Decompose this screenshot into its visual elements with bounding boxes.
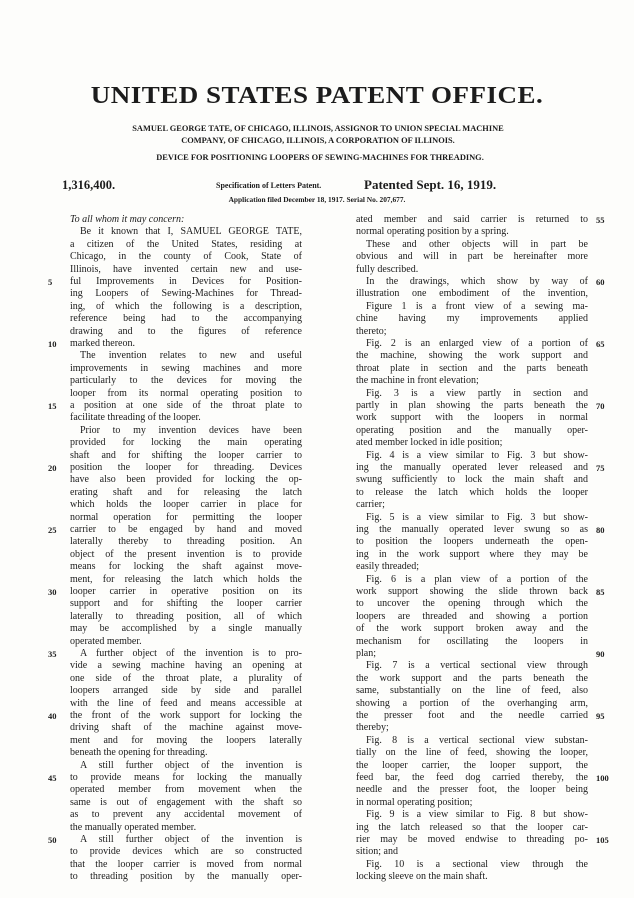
- text-line: of the work support broken away and the: [356, 623, 588, 635]
- line-number: 45: [48, 773, 57, 783]
- inventor-assignor-line: [48, 123, 588, 146]
- text-line: same, substantially on the line of feed, also: [356, 685, 588, 697]
- text-line: marked thereon.: [70, 338, 135, 349]
- text-line: locking sleeve on the main shaft.: [356, 871, 488, 883]
- line-number: 10: [48, 339, 57, 349]
- text-line: thereto;: [356, 325, 387, 337]
- text-line: to provide means for locking the manually: [70, 772, 302, 783]
- text-line: object of the present invention is to provide: [70, 548, 302, 560]
- text-line: ing the manually operated lever released and: [356, 462, 588, 473]
- text-line: laterally thereby to threading position. An: [70, 536, 302, 548]
- text-line: carrier;: [356, 499, 385, 511]
- text-line: to provide devices which are so constructed: [70, 846, 302, 858]
- text-line: Fig. 9 is a view similar to Fig. 8 but show-: [366, 809, 588, 821]
- text-line: to release the latch which holds the looper: [356, 486, 588, 498]
- text-line: showing a portion of the overhanging arm,: [356, 697, 588, 709]
- text-line: Fig. 10 is a sectional view through the: [366, 858, 588, 870]
- text-line: a position at one side of the throat plate to: [70, 400, 302, 411]
- line-number: 65: [596, 339, 605, 349]
- line-number: 50: [48, 835, 57, 845]
- text-line: improvements in sewing machines and more: [70, 362, 302, 374]
- text-line: partly in plan showing the parts beneath the: [356, 400, 588, 411]
- text-line: Fig. 2 is an enlarged view of a portion of: [366, 338, 588, 349]
- text-line: The invention relates to new and useful: [80, 350, 302, 362]
- line-number: 15: [48, 401, 57, 411]
- text-line: A still further object of the invention is: [80, 834, 302, 845]
- text-line: the front of the work support for locking the: [70, 710, 302, 721]
- text-line: Fig. 5 is a view similar to Fig. 3 but show-: [366, 511, 588, 523]
- text-line: reference being had to the accompanying: [70, 313, 302, 325]
- text-line: carrier to be engaged by hand and moved: [70, 524, 302, 535]
- text-line: ing the latch released so that the looper car-: [356, 821, 588, 833]
- line-number: 60: [596, 277, 605, 287]
- text-line: a citizen of the United States, residing at: [70, 238, 302, 250]
- patented-date: Patented Sept. 16, 1919.: [364, 177, 497, 192]
- text-line: In the drawings, which show by way of: [366, 276, 588, 287]
- line-number: 75: [596, 463, 605, 473]
- text-line: thereby;: [356, 722, 389, 734]
- text-line: drawing and to the figures of reference: [70, 325, 302, 337]
- text-line: operated member from movement when the: [70, 784, 302, 796]
- text-line: Fig. 8 is a vertical sectional view substan-: [366, 734, 588, 746]
- text-line: erating shaft and for releasing the latch: [70, 486, 302, 498]
- text-line: vide a sewing machine having an opening at: [70, 660, 302, 672]
- text-line: that the looper carrier is moved from normal: [70, 858, 302, 870]
- text-line: operated member.: [70, 635, 142, 647]
- text-line: Prior to my invention devices have been: [80, 424, 302, 436]
- text-line: normal operating position by a spring.: [356, 226, 509, 238]
- text-line: needle and the presser foot, the looper being: [356, 784, 588, 796]
- text-line: looper carrier in operative position on its: [70, 586, 302, 597]
- text-line: position the looper for threading. Devices: [70, 462, 302, 473]
- invention-title: DEVICE FOR POSITIONING LOOPERS OF SEWING-MACHINES FOR THREADING.: [156, 153, 484, 162]
- text-line: facilitate threading of the looper.: [70, 412, 201, 424]
- text-line: with the line of feed and means accessible at: [70, 697, 302, 709]
- text-line: particularly to the devices for moving the: [70, 375, 302, 387]
- line-number: 25: [48, 525, 57, 535]
- text-line: easily threaded;: [356, 561, 420, 573]
- text-line: These and other objects will in part be: [366, 238, 588, 250]
- text-line: obvious and will in part be hereinafter more: [356, 251, 588, 263]
- patent-number: 1,316,400.: [62, 178, 116, 192]
- specification-label: Specification of Letters Patent.: [216, 181, 322, 190]
- line-number: 20: [48, 463, 57, 473]
- text-line: to uncover the opening through which the: [356, 598, 588, 610]
- line-number: 55: [596, 215, 605, 225]
- line-number: 70: [596, 401, 605, 411]
- text-line: the machine, showing the work support and: [356, 350, 588, 362]
- text-line: illustration one embodiment of the invention,: [356, 288, 588, 300]
- text-line: Fig. 6 is a plan view of a portion of the: [366, 573, 588, 585]
- text-line: swung sufficiently to lock the main shaft and: [356, 474, 588, 486]
- text-line: Chicago, in the county of Cook, State of: [70, 251, 302, 263]
- text-line: fully described.: [356, 263, 419, 275]
- text-line: loopers arranged side by side and parallel: [70, 685, 302, 697]
- text-line: looper from its normal operating position to: [70, 387, 302, 399]
- text-line: the manually operated member.: [70, 821, 197, 833]
- text-line: ing Loopers of Sewing-Machines for Thread-: [70, 288, 302, 300]
- office-title: UNITED STATES PATENT OFFICE.: [90, 81, 544, 109]
- text-line: Illinois, have invented certain new and use-: [70, 263, 302, 275]
- text-line: operating position and the manually oper-: [356, 424, 588, 436]
- text-line: work support showing the slide thrown back: [356, 586, 588, 597]
- text-line: one side of the throat plate, a plurality of: [70, 672, 302, 684]
- line-number: 80: [596, 525, 605, 535]
- text-line: the presser foot and the needle carried: [356, 710, 588, 721]
- text-line: ful Improvements in Devices for Position-: [70, 276, 302, 287]
- text-line: Fig. 3 is a view partly in section and: [366, 387, 588, 399]
- text-line: the looper carrier, the looper support, the: [356, 759, 588, 771]
- text-line: ing, of which the following is a description,: [70, 300, 302, 312]
- line-number: 35: [48, 649, 57, 659]
- line-number: 40: [48, 711, 57, 721]
- text-line: the work support and the parts beneath the: [356, 672, 588, 684]
- text-line: Figure 1 is a front view of a sewing ma-: [366, 300, 588, 312]
- text-line: loopers are threaded and showing a portion: [356, 610, 588, 622]
- text-line: Fig. 7 is a vertical sectional view through: [366, 660, 588, 672]
- text-line: laterally to threading position, all of which: [70, 610, 302, 622]
- text-line: may be accomplished by a single manually: [70, 623, 302, 635]
- line-number: 30: [48, 587, 57, 597]
- text-line: as to prevent any accidental movement of: [70, 809, 302, 821]
- line-number: 5: [48, 277, 53, 287]
- line-number: 105: [596, 835, 609, 845]
- text-line: beneath the opening for threading.: [70, 747, 208, 759]
- text-line: throat plate in section and the parts beneath: [356, 362, 588, 374]
- text-line: provided for locking the main operating: [70, 437, 302, 449]
- text-line: in normal operating position;: [356, 796, 473, 808]
- text-line: ated member and said carrier is returned to: [356, 214, 588, 225]
- text-line: driving shaft of the machine against move-: [70, 722, 302, 734]
- line-number: 90: [596, 649, 605, 659]
- inventor-line-1: SAMUEL GEORGE TATE, OF CHICAGO, ILLINOIS, ASSIGNOR TO UNION SPECIAL MACHINE: [132, 124, 504, 133]
- text-line: means for locking the shaft against move-: [70, 561, 302, 573]
- text-line: tially on the line of feed, showing the looper,: [356, 747, 588, 759]
- text-line: work support with the loopers in normal: [356, 412, 588, 424]
- line-number: 100: [596, 773, 609, 783]
- line-number: 85: [596, 587, 605, 597]
- line-number: 95: [596, 711, 605, 721]
- text-line: shaft and for shifting the looper carrier to: [70, 449, 302, 461]
- text-line: ment and for moving the loopers laterally: [70, 734, 302, 746]
- text-line: Be it known that I, SAMUEL GEORGE TATE,: [80, 226, 302, 238]
- text-line: to position the loopers underneath the open-: [356, 536, 588, 548]
- text-line: have also been provided for locking the op-: [70, 474, 302, 486]
- text-line: same is out of engagement with the shaft so: [70, 796, 302, 808]
- text-line: ated member locked in idle position;: [356, 437, 503, 449]
- text-line: Fig. 4 is a view similar to Fig. 3 but show-: [366, 449, 588, 461]
- text-line: sition; and: [356, 846, 398, 858]
- text-line: A still further object of the invention is: [80, 759, 302, 771]
- text-line: ing the manually operated lever swung so as: [356, 524, 588, 535]
- text-line: ment, for releasing the latch which holds the: [70, 573, 302, 585]
- text-line: feed bar, the feed dog carried thereby, the: [356, 772, 588, 783]
- text-line: ing in the work support where they may be: [356, 548, 588, 560]
- text-line: To all whom it may concern:: [70, 214, 185, 225]
- text-line: normal operation for permitting the looper: [70, 511, 302, 523]
- text-line: chine having my improvements applied: [356, 313, 588, 325]
- text-line: support and for shifting the looper carrier: [70, 598, 302, 610]
- text-line: plan;: [356, 648, 376, 659]
- text-line: the machine in front elevation;: [356, 375, 479, 387]
- text-line: rier may be moved endwise to threading po-: [356, 834, 588, 845]
- text-line: to threading position by the manually oper-: [70, 871, 302, 883]
- text-line: which holds the looper carrier in place for: [70, 499, 302, 511]
- text-line: A further object of the invention is to pro-: [80, 648, 302, 659]
- inventor-line-2: COMPANY, OF CHICAGO, ILLINOIS, A CORPORATION OF ILLINOIS.: [181, 135, 455, 145]
- application-filed-line: Application filed December 18, 1917. Serial No. 207,677.: [228, 195, 406, 204]
- text-line: mechanism for oscillating the loopers in: [356, 635, 588, 647]
